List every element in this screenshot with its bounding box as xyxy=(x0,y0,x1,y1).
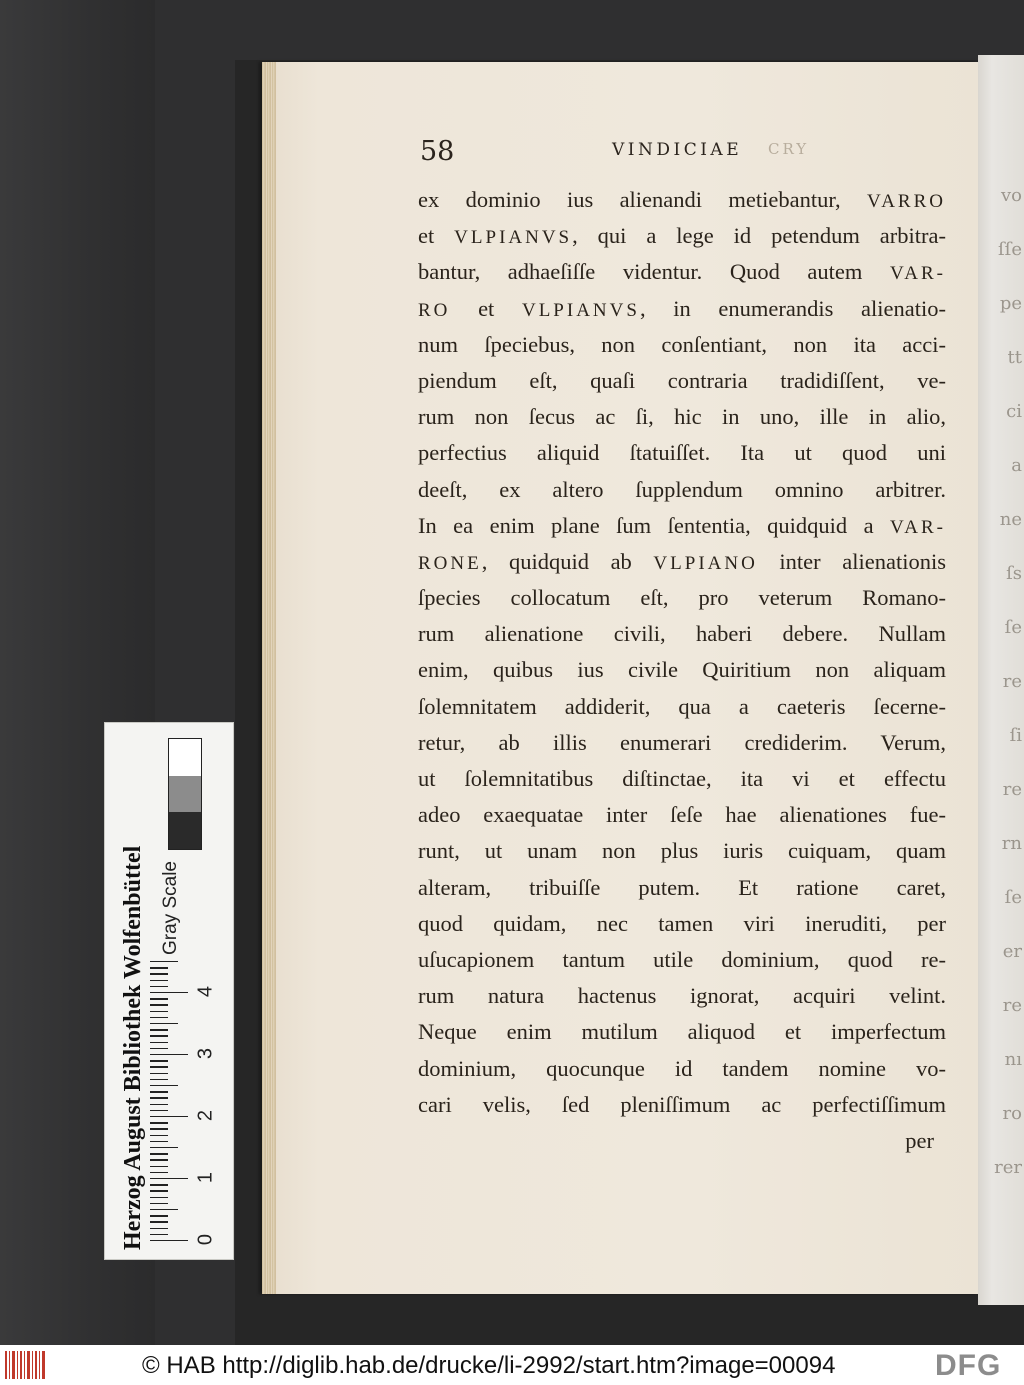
ruler-tick xyxy=(150,1097,168,1098)
ruler-tick xyxy=(150,973,168,974)
text-run: rum alienatione civili, haberi debere. Nullam xyxy=(418,621,946,647)
text-line xyxy=(418,1051,946,1087)
ruler-tick xyxy=(150,1234,168,1235)
text-run: , in enumerandis alienatio- xyxy=(639,295,946,321)
ruler-tick xyxy=(150,1184,168,1185)
small-caps-name: RO xyxy=(418,299,451,321)
page-number: 58 xyxy=(420,136,455,167)
small-caps-name: VARRO xyxy=(866,191,946,212)
text-run: deeſt, ex altero ſupplendum omnino arbitrer. xyxy=(418,476,946,502)
text-run: ut ſolemnitatibus diſtinctae, ita vi et effectu xyxy=(418,766,946,791)
ruler-tick xyxy=(150,961,178,962)
text-run: enim, quibus ius civile Quiritium non aliquam xyxy=(418,657,946,683)
ruler-institution-label: Herzog August Bibliothek Wolfenbüttel xyxy=(120,845,146,1250)
text-line xyxy=(418,435,946,471)
facing-page-fragment: ſe xyxy=(1004,887,1022,908)
ruler-tick xyxy=(150,1166,168,1167)
small-caps-name: VLPIANVS xyxy=(454,227,573,249)
ruler-number: 2 xyxy=(194,1109,217,1122)
text-run: uſucapionem tantum utile dominium, quod re- xyxy=(418,946,946,972)
ruler-tick xyxy=(150,967,168,968)
text-line xyxy=(418,689,946,725)
text-run: runt, ut unam non plus iuris cuiquam, quam xyxy=(418,838,946,864)
text-line xyxy=(418,761,946,797)
ruler-tick xyxy=(150,1190,168,1191)
text-line xyxy=(418,327,946,363)
ruler-tick xyxy=(150,1159,168,1160)
running-head: VINDICIAE xyxy=(612,140,743,160)
ruler-tick xyxy=(150,1209,178,1210)
text-line xyxy=(418,472,946,508)
text-line xyxy=(418,797,946,833)
ruler-tick xyxy=(150,1110,168,1111)
small-caps-name: VAR- xyxy=(890,263,946,285)
ruler-tick xyxy=(150,1017,168,1018)
ruler-tick xyxy=(150,1203,168,1204)
ruler-tick xyxy=(150,1135,168,1136)
facing-page-fragment: tt xyxy=(1007,347,1022,368)
small-caps-name: VLPIANO xyxy=(653,552,758,574)
text-line xyxy=(418,544,946,580)
facing-page-fragment: ro xyxy=(1002,1103,1022,1124)
text-line xyxy=(418,218,946,254)
facing-page-fragment: ſe xyxy=(1004,617,1022,638)
facing-page-fragment: ne xyxy=(999,509,1022,530)
text-run: Neque enim mutilum aliquod et imperfectum xyxy=(418,1019,946,1045)
ruler-tick xyxy=(150,1066,168,1067)
ruler-tick xyxy=(150,1054,188,1055)
facing-page-fragment: er xyxy=(1002,941,1022,962)
ruler-tick xyxy=(150,1141,168,1142)
small-caps-name: RONE xyxy=(418,552,482,574)
ruler-tick xyxy=(150,992,188,993)
ruler-tick xyxy=(150,1048,168,1049)
text-line xyxy=(418,1087,946,1123)
gray-scale-patches xyxy=(168,738,202,850)
ruler-tick xyxy=(150,1153,168,1154)
facing-page-fragment: nı xyxy=(1004,1049,1022,1070)
ruler-tick xyxy=(150,1060,168,1061)
ruler-tick xyxy=(150,998,168,999)
text-run: ſolemnitatem addiderit, qua a caeteris ſecerne- xyxy=(418,693,946,719)
text-line xyxy=(418,978,946,1014)
ruler-tick xyxy=(150,986,168,987)
ruler-tick xyxy=(150,1091,168,1092)
small-caps-name: VAR- xyxy=(890,516,946,538)
ruler-tick xyxy=(150,1240,188,1241)
text-run: rum non ſecus ac ſi, hic in uno, ille in alio, xyxy=(418,404,946,430)
ruler-tick xyxy=(150,1042,168,1043)
text-run: et xyxy=(418,223,455,249)
ruler-number: 4 xyxy=(194,985,217,998)
facing-page-fragment: rer xyxy=(994,1157,1022,1178)
ruler-tick xyxy=(150,1128,168,1129)
ruler-tick xyxy=(150,980,168,981)
text-run: adeo exaequatae inter ſeſe hae alienationes fue- xyxy=(418,802,946,828)
text-line xyxy=(418,652,946,688)
ruler-tick xyxy=(150,1228,168,1229)
text-run: bantur, adhaeſiſſe videntur. Quod autem xyxy=(418,259,890,285)
small-caps-name: VLPIANVS xyxy=(521,299,640,321)
text-run: , quidquid ab xyxy=(481,548,654,574)
facing-page-fragment: re xyxy=(1002,779,1022,800)
ruler-tick xyxy=(150,1073,168,1074)
facing-page-fragment: ſi xyxy=(1009,725,1022,746)
text-run: piendum eſt, quaſi contraria tradidiſſent, ve- xyxy=(418,367,946,393)
facing-page-fragment: ſs xyxy=(1006,563,1022,584)
facing-page-fragment: re xyxy=(1002,671,1022,692)
ruler-tick xyxy=(150,1104,168,1105)
facing-page-fragment: pe xyxy=(999,293,1022,314)
text-run: ex dominio ius alienandi metiebantur, xyxy=(418,187,867,212)
text-line xyxy=(418,1123,946,1159)
barcode-icon xyxy=(4,1349,48,1381)
text-line xyxy=(418,725,946,761)
text-line xyxy=(418,616,946,652)
ruler-tick xyxy=(150,1004,168,1005)
ruler-tick xyxy=(150,1122,168,1123)
page-edge xyxy=(262,62,276,1294)
text-run: alteram, tribuiſſe putem. Et ratione caret, xyxy=(418,874,946,900)
text-line xyxy=(418,942,946,978)
facing-page-strip xyxy=(978,55,1024,1305)
ruler-tick xyxy=(150,1221,168,1222)
text-run: In ea enim plane ſum ſententia, quidquid a xyxy=(418,512,890,538)
ruler-scale xyxy=(150,960,220,1245)
ruler-number: 3 xyxy=(194,1047,217,1060)
text-line xyxy=(418,254,946,290)
ruler-tick xyxy=(150,1029,168,1030)
ruler-tick xyxy=(150,1085,178,1086)
text-run: inter alienationis xyxy=(757,548,946,574)
text-line xyxy=(418,906,946,942)
ruler-tick xyxy=(150,1116,188,1117)
facing-page-fragment: rn xyxy=(1001,833,1022,854)
text-run: per xyxy=(905,1127,934,1153)
gray-patch-dark xyxy=(169,812,201,849)
text-run: quod quidam, nec tamen viri ineruditi, per xyxy=(418,910,946,936)
text-run: et xyxy=(450,295,522,321)
text-run: rum natura hactenus ignorat, acquiri velint. xyxy=(418,983,946,1009)
ruler-tick xyxy=(150,1172,168,1173)
gray-patch-mid xyxy=(169,776,201,813)
text-run: ſpecies collocatum eſt, pro veterum Romano- xyxy=(418,585,946,611)
text-line xyxy=(418,580,946,616)
ruler-tick xyxy=(150,1035,168,1036)
text-line xyxy=(418,399,946,435)
text-line xyxy=(418,363,946,399)
facing-page-fragment: a xyxy=(1011,455,1022,476)
gray-scale-label: Gray Scale xyxy=(160,861,181,955)
facing-page-fragment: vo xyxy=(1000,185,1022,206)
running-head-bleedthrough: CRY xyxy=(768,140,810,158)
text-run: retur, ab illis enumerari crediderim. Verum, xyxy=(418,729,946,755)
ruler-tick xyxy=(150,1197,168,1198)
ruler-tick xyxy=(150,1178,188,1179)
footer-credit: © HAB http://diglib.hab.de/drucke/li-2992/start.htm?image=00094 xyxy=(142,1352,836,1379)
text-line xyxy=(418,508,946,544)
facing-page-fragment: ſſe xyxy=(998,239,1022,260)
text-run: , qui a lege id petendum arbitra- xyxy=(572,223,946,249)
text-line xyxy=(418,1014,946,1050)
body-text xyxy=(418,182,946,1159)
text-run: cari velis, ſed pleniſſimum ac perfectiſſimum xyxy=(418,1091,946,1117)
ruler-tick xyxy=(150,1011,168,1012)
text-line xyxy=(418,182,946,218)
ruler-tick xyxy=(150,1215,168,1216)
facing-page-fragment: ci xyxy=(1006,401,1022,422)
ruler-number: 0 xyxy=(194,1233,217,1246)
ruler-number: 1 xyxy=(194,1171,217,1184)
ruler-tick xyxy=(150,1079,168,1080)
gray-patch-white xyxy=(169,739,201,776)
ruler-tick xyxy=(150,1147,178,1148)
facing-page-fragment: re xyxy=(1002,995,1022,1016)
ruler-tick xyxy=(150,1023,178,1024)
text-line xyxy=(418,291,946,327)
text-line xyxy=(418,870,946,906)
text-run: perfectius aliquid ſtatuiſſet. Ita ut quod uni xyxy=(418,440,946,466)
text-run: num ſpeciebus, non conſentiant, non ita acci- xyxy=(418,331,946,357)
text-line xyxy=(418,833,946,869)
text-run: dominium, quocunque id tandem nomine vo- xyxy=(418,1055,946,1081)
dfg-logo: DFG xyxy=(935,1349,1002,1382)
